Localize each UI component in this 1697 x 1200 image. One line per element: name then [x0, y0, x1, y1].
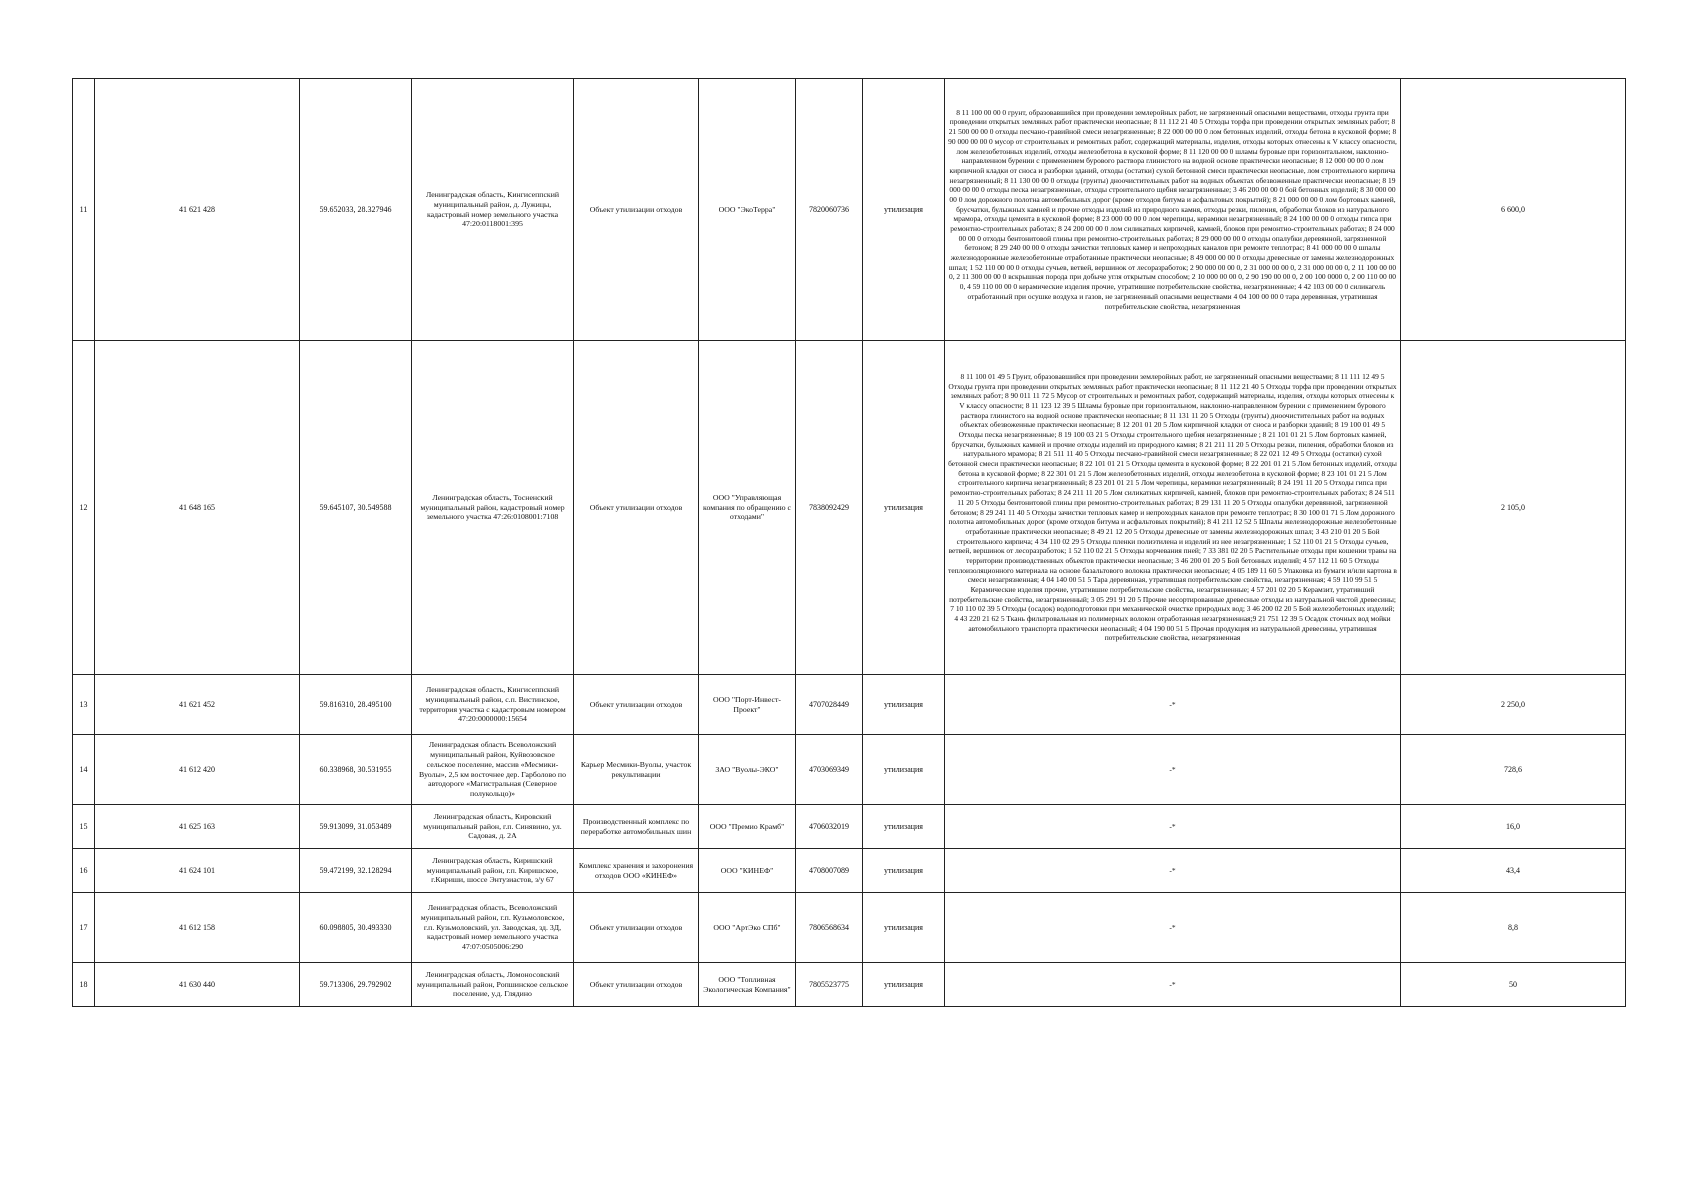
activity-type-cell: утилизация: [863, 675, 945, 735]
waste-types-cell: 8 11 100 01 49 5 Грунт, образовавшийся при проведении землеройных работ, не загрязненный опасными веществами; 8 11 111 12 49 5 Отходы грунта при проведении открытых земляных работ практически неопасные; 8 11 112 21 40 5 Отходы торфа при проведении открытых земляных работ; 8 90 011 11 72 5 Мусор от строительных и ремонтных работ, содержащий материалы, изделия, отходы которых отнесены к V классу опасности; 8 11 123 12 39 5 Шламы буровые при горизонтальном, наклонно-направленном бурении с применением бурового раствора глинистого на водной основе практически неопасные; 8 11 131 11 20 5 Отходы (грунты) дноочистительных работ на водных объектах обезвоженные практически неопасные; 8 12 201 01 20 5 Лом кирпичной кладки от сноса и разборки зданий; 8 19 100 01 49 5 Отходы песка незагрязненные; 8 19 100 03 21 5 Отходы строительного щебня незагрязненные ; 8 21 101 01 21 5 Лом бортовых камней, брусчатки, булыжных камней и прочие отходы изделий из природного камня; 8 21 211 11 20 5 Отходы резки, пиления, обработки блоков из натурального мрамора; 8 21 511 11 40 5 Отходы песчано-гравийной смеси незагрязненные; 8 22 021 12 49 5 Отходы (остатки) сухой бетонной смеси практически неопасные; 8 22 101 01 21 5 Отходы цемента в кусковой форме; 8 22 201 01 21 5 Лом бетонных изделий, отходы бетона в кусковой форме; 8 22 301 01 21 5 Лом железобетонных изделий, отходы железобетона в кусковой форме; 8 23 101 01 21 5 Лом строительного кирпича незагрязненный; 8 23 201 01 21 5 Лом черепицы, керамики незагрязненный; 8 24 191 11 20 5 Отходы гипса при ремонтно-строительных работах; 8 24 211 11 20 5 Лом силикатных кирпичей, камней, блоков при ремонтно-строительных работах; 8 24 511 11 20 5 Отходы бентонитовой глины при ремонтно-строительных работах; 8 29 131 11 20 5 Отходы опалубки деревянной, загрязненной бетоном; 8 29 241 11 40 5 Отходы зачистки тепловых камер и непроходных каналов при ремонте теплотрас; 8 30 100 01 71 5 Лом дорожного полотна автомобильных дорог (кроме отходов битума и асфальтовых покрытий); 8 41 211 12 52 5 Шпалы железнодорожные железобетонные отработанные практически неопасные; 8 49 21 12 20 5 Отходы древесные от замены железнодорожных шпал; 3 43 210 01 20 5 Бой строительного кирпича; 4 34 110 02 29 5 Отходы пленки полиэтилена и изделий из нее незагрязненные; 1 52 110 01 21 5 Отходы сучьев, ветвей, вершинок от лесоразработок; 1 52 110 02 21 5 Отходы корчевания пней; 7 33 381 02 20 5 Растительные отходы при кошении травы на территории производственных объектов практически неопасные; 3 46 200 01 20 5 Бой бетонных изделий; 4 57 112 11 60 5 Отходы теплоизоляционного материала на основе базальтового волокна практически неопасные; 4 05 189 11 60 5 Упаковка из бумаги и/или картона в смеси незагрязненная; 4 04 140 00 51 5 Тара деревянная, утратившая потребительские свойства, незагрязненная; 4 59 110 99 51 5 Керамические изделия прочие, утратившие потребительские свойства, незагрязненные; 4 57 201 02 20 5 Керамзит, утративший потребительские свойства, незагрязненный; 3 05 291 91 20 5 Прочие несортированные древесные отходы из натуральной чистой древесины; 7 10 110 02 39 5 Отходы (осадок) водоподготовки при механической очистке природных вод; 3 46 200 02 20 5 Бой железобетонных изделий; 4 43 220 21 62 5 Ткань фильтровальная из полимерных волокон отработанная незагрязненная;9 21 751 12 39 5 Осадок сточных вод мойки автомобильного транспорта практически неопасный; 4 04 190 00 51 5 Прочая продукция из натуральной древесины, утратившая потребительские свойства, незагрязненная: [945, 341, 1401, 675]
object-name-cell: Объект утилизации отходов: [574, 893, 699, 963]
address-cell: Ленинградская область Всеволожский муниципальный район, Куйвозовское сельское поселение, массив «Месмики-Вуолы», 2,5 км восточнее дер. Гарболово по автодороге «Магистральная (Северное полукольцо)»: [412, 735, 574, 805]
capacity-cell: 2 105,0: [1401, 341, 1626, 675]
table-row: [73, 805, 1626, 849]
capacity-cell: 50: [1401, 963, 1626, 1007]
operator-cell: ООО "Премио Крамб": [699, 805, 796, 849]
operator-cell: ООО "КИНЕФ": [699, 849, 796, 893]
oktmo-code-cell: 41 624 101: [95, 849, 300, 893]
address-cell: Ленинградская область, Кингисеппский муниципальный район, с.п. Вистинское, территория участка с кадастровым номером 47:20:0000000:15654: [412, 675, 574, 735]
coordinates-cell: 59.913099, 31.053489: [300, 805, 412, 849]
waste-types-cell: -*: [945, 849, 1401, 893]
activity-type-cell: утилизация: [863, 805, 945, 849]
object-name-cell: Объект утилизации отходов: [574, 79, 699, 341]
oktmo-code-cell: 41 648 165: [95, 341, 300, 675]
operator-cell: ООО "Порт-Инвест-Проект": [699, 675, 796, 735]
waste-types-cell: -*: [945, 735, 1401, 805]
address-cell: Ленинградская область, Ломоносовский муниципальный район, Ропшинское сельское поселение, у.д. Глядино: [412, 963, 574, 1007]
coordinates-cell: 59.472199, 32.128294: [300, 849, 412, 893]
row-number-cell: 15: [73, 805, 95, 849]
object-name-cell: Производственный комплекс по переработке автомобильных шин: [574, 805, 699, 849]
capacity-cell: 16,0: [1401, 805, 1626, 849]
activity-type-cell: утилизация: [863, 735, 945, 805]
capacity-cell: 43,4: [1401, 849, 1626, 893]
table-row: [73, 79, 1626, 341]
inn-cell: 7838092429: [796, 341, 863, 675]
capacity-cell: 8,8: [1401, 893, 1626, 963]
coordinates-cell: 60.098805, 30.493330: [300, 893, 412, 963]
table-row: [73, 963, 1626, 1007]
address-cell: Ленинградская область, Киришский муниципальный район, г.п. Киришское, г.Кириши, шоссе Энтузиастов, з/у 67: [412, 849, 574, 893]
waste-types-cell: -*: [945, 893, 1401, 963]
operator-cell: ООО "ЭкоТерра": [699, 79, 796, 341]
address-cell: Ленинградская область, Кингисеппский муниципальный район, д. Лужицы, кадастровый номер земельного участка 47:20:0118001:395: [412, 79, 574, 341]
coordinates-cell: 59.645107, 30.549588: [300, 341, 412, 675]
row-number-cell: 16: [73, 849, 95, 893]
coordinates-cell: 59.816310, 28.495100: [300, 675, 412, 735]
operator-cell: ООО "Топливная Экологическая Компания": [699, 963, 796, 1007]
oktmo-code-cell: 41 612 420: [95, 735, 300, 805]
activity-type-cell: утилизация: [863, 893, 945, 963]
inn-cell: 4706032019: [796, 805, 863, 849]
address-cell: Ленинградская область, Всеволожский муниципальный район, г.п. Кузьмоловское, г.п. Кузьмоловский, ул. Заводская, зд. 3Д, кадастровый номер земельного участка 47:07:0505006:290: [412, 893, 574, 963]
address-cell: Ленинградская область, Тосненский муниципальный район, кадастровый номер земельного участка 47:26:0108001:7108: [412, 341, 574, 675]
table-body: [73, 79, 1626, 1007]
operator-cell: ЗАО "Вуолы-ЭКО": [699, 735, 796, 805]
capacity-cell: 6 600,0: [1401, 79, 1626, 341]
waste-types-cell: -*: [945, 805, 1401, 849]
waste-types-cell: -*: [945, 675, 1401, 735]
activity-type-cell: утилизация: [863, 963, 945, 1007]
inn-cell: 4708007089: [796, 849, 863, 893]
table-row: [73, 893, 1626, 963]
coordinates-cell: 59.652033, 28.327946: [300, 79, 412, 341]
object-name-cell: Комплекс хранения и захоронения отходов ООО «КИНЕФ»: [574, 849, 699, 893]
oktmo-code-cell: 41 621 452: [95, 675, 300, 735]
facilities-table: [72, 78, 1626, 1007]
oktmo-code-cell: 41 612 158: [95, 893, 300, 963]
coordinates-cell: 60.338968, 30.531955: [300, 735, 412, 805]
table-row: [73, 341, 1626, 675]
activity-type-cell: утилизация: [863, 79, 945, 341]
waste-types-cell: 8 11 100 00 00 0 грунт, образовавшийся при проведении землеройных работ, не загрязненный опасными веществами, отходы грунта при проведении открытых земляных работ практически неопасные; 8 11 112 21 40 5 Отходы торфа при проведении открытых земляных работ; 8 21 500 00 00 0 отходы песчано-гравийной смеси незагрязненные; 8 22 000 00 00 0 лом бетонных изделий, отходы бетона в кусковой форме; 8 90 000 00 00 0 мусор от строительных и ремонтных работ, содержащий материалы, изделия, отходы которых отнесены к V классу опасности, лом железобетонных изделий, отходы железобетона в кусковой форме; 8 11 120 00 00 0 шламы буровые при горизонтальном, наклонно-направленном бурении с применением бурового раствора глинистого на водной основе практически неопасные; 8 12 000 00 00 0 лом кирпичной кладки от сноса и разборки зданий, отходы (остатки) сухой бетонной смеси практически неопасные, лом строительного кирпича незагрязненный; 8 11 130 00 00 0 отходы (грунты) дноочистительных работ на водных объектах обезвоженные практически неопасные; 8 19 000 00 00 0 отходы песка незагрязненные, отходы строительного щебня незагрязненные; 3 46 200 00 00 0 бой бетонных изделий; 8 30 000 00 00 0 лом дорожного полотна автомобильных дорог (кроме отходов битума и асфальтовых покрытий); 8 21 000 00 00 0 лом бортовых камней, брусчатки, булыжных камней и прочие отходы изделий из природного камня, отходы резки, пиления, обработки блоков из натурального мрамора, отходы цемента в кусковой форме; 8 23 000 00 00 0 лом черепицы, керамики незагрязненный; 8 24 100 00 00 0 отходы гипса при ремонтно-строительных работах; 8 24 200 00 00 0 лом силикатных кирпичей, камней, блоков при ремонтно-строительных работах; 8 24 000 00 00 0 отходы бентонитовой глины при ремонтно-строительных работах; 8 29 000 00 00 0 отходы опалубки деревянной, загрязненной бетоном; 8 29 240 00 00 0 отходы зачистки тепловых камер и непроходных каналов при ремонте теплотрас; 8 41 000 00 00 0 шпалы железнодорожные железобетонные отработанные практически неопасные; 8 49 000 00 00 0 отходы древесные от замены железнодорожных шпал; 1 52 110 00 00 0 отходы сучьев, ветвей, вершинок от лесоразработок; 2 90 000 00 00 0, 2 31 000 00 00 0, 2 31 000 00 00 0, 2 11 100 00 00 0, 2 11 300 00 00 0 вскрышная порода при добыче угля открытым способом; 2 10 000 00 00 0, 2 90 190 00 00 0, 2 00 100 0000 0, 2 00 110 00 00 0, 4 59 110 00 00 0 керамические изделия прочие, утратившие потребительские свойства, незагрязненные; 4 42 103 00 00 0 силикагель отработанный при осушке воздуха и газов, не загрязненный опасными веществами 4 04 100 00 00 0 тара деревянная, утратившая потребительские свойства, незагрязненная: [945, 79, 1401, 341]
object-name-cell: Карьер Месмики-Вуолы, участок рекультивации: [574, 735, 699, 805]
row-number-cell: 12: [73, 341, 95, 675]
row-number-cell: 18: [73, 963, 95, 1007]
operator-cell: ООО "Управляющая компания по обращению с отходами": [699, 341, 796, 675]
inn-cell: 4703069349: [796, 735, 863, 805]
row-number-cell: 11: [73, 79, 95, 341]
inn-cell: 7806568634: [796, 893, 863, 963]
address-cell: Ленинградская область, Кировский муниципальный район, г.п. Синявино, ул. Садовая, д. 2А: [412, 805, 574, 849]
row-number-cell: 13: [73, 675, 95, 735]
coordinates-cell: 59.713306, 29.792902: [300, 963, 412, 1007]
table-row: [73, 849, 1626, 893]
operator-cell: ООО "АртЭко СПб": [699, 893, 796, 963]
activity-type-cell: утилизация: [863, 341, 945, 675]
inn-cell: 4707028449: [796, 675, 863, 735]
oktmo-code-cell: 41 621 428: [95, 79, 300, 341]
row-number-cell: 14: [73, 735, 95, 805]
activity-type-cell: утилизация: [863, 849, 945, 893]
object-name-cell: Объект утилизации отходов: [574, 341, 699, 675]
oktmo-code-cell: 41 630 440: [95, 963, 300, 1007]
row-number-cell: 17: [73, 893, 95, 963]
object-name-cell: Объект утилизации отходов: [574, 675, 699, 735]
object-name-cell: Объект утилизации отходов: [574, 963, 699, 1007]
capacity-cell: 2 250,0: [1401, 675, 1626, 735]
table-row: [73, 735, 1626, 805]
inn-cell: 7820060736: [796, 79, 863, 341]
waste-types-cell: -*: [945, 963, 1401, 1007]
inn-cell: 7805523775: [796, 963, 863, 1007]
oktmo-code-cell: 41 625 163: [95, 805, 300, 849]
capacity-cell: 728,6: [1401, 735, 1626, 805]
table-row: [73, 675, 1626, 735]
